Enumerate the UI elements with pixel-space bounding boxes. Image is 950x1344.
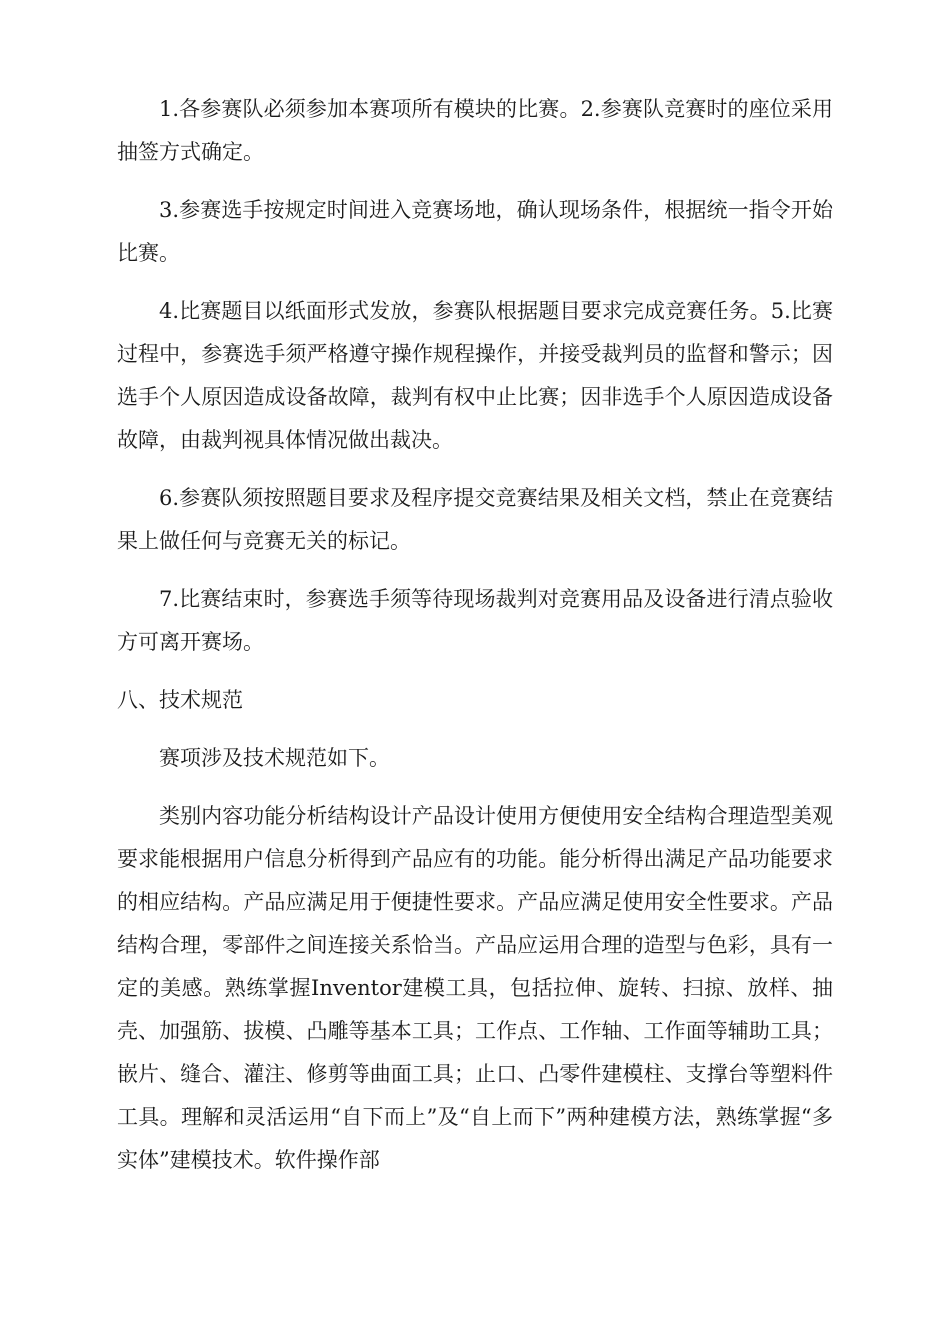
rule-paragraph-1-2: 1.各参赛队必须参加本赛项所有模块的比赛。2.参赛队竞赛时的座位采用抽签方式确定。 xyxy=(117,97,833,164)
spec-paragraph: 类别内容功能分析结构设计产品设计使用方便使用安全结构合理造型美观要求能根据用户信息分析得到产品应有的功能。能分析得出满足产品功能要求的相应结构。产品应满足用于便捷性要求。产品应满足使用安全性要求。产品结构合理，零部件之间连接关系恰当。产品应运用合理的造型与色彩，具有一定的美感。熟练掌握Inventor建模工具，包括拉伸、旋转、扫掠、放样、抽壳、加强筋、拔模、凸雕等基本工具；工作点、工作轴、工作面等辅助工具；嵌片、缝合、灌注、修剪等曲面工具；止口、凸零件建模柱、支撑台等塑料件工具。理解和灵活运用“自下而上”及“自上而下”两种建模方法，熟练掌握“多实体”建模技术。软件操作部 xyxy=(117,804,833,1172)
rule-paragraph-4-5: 4.比赛题目以纸面形式发放，参赛队根据题目要求完成竞赛任务。5.比赛过程中，参赛选手须严格遵守操作规程操作，并接受裁判员的监督和警示；因选手个人原因造成设备故障，裁判有权中止比赛；因非选手个人原因造成设备故障，由裁判视具体情况做出裁决。 xyxy=(117,299,833,452)
rule-paragraph-7: 7.比赛结束时，参赛选手须等待现场裁判对竞赛用品及设备进行清点验收方可离开赛场。 xyxy=(117,587,833,654)
intro-paragraph: 赛项涉及技术规范如下。 xyxy=(159,746,390,770)
document-body xyxy=(117,88,833,1197)
rule-paragraph-3: 3.参赛选手按规定时间进入竞赛场地，确认现场条件，根据统一指令开始比赛。 xyxy=(117,198,833,265)
rule-paragraph-6: 6.参赛队须按照题目要求及程序提交竞赛结果及相关文档，禁止在竞赛结果上做任何与竞赛无关的标记。 xyxy=(117,486,833,553)
section-heading: 八、技术规范 xyxy=(117,688,243,712)
